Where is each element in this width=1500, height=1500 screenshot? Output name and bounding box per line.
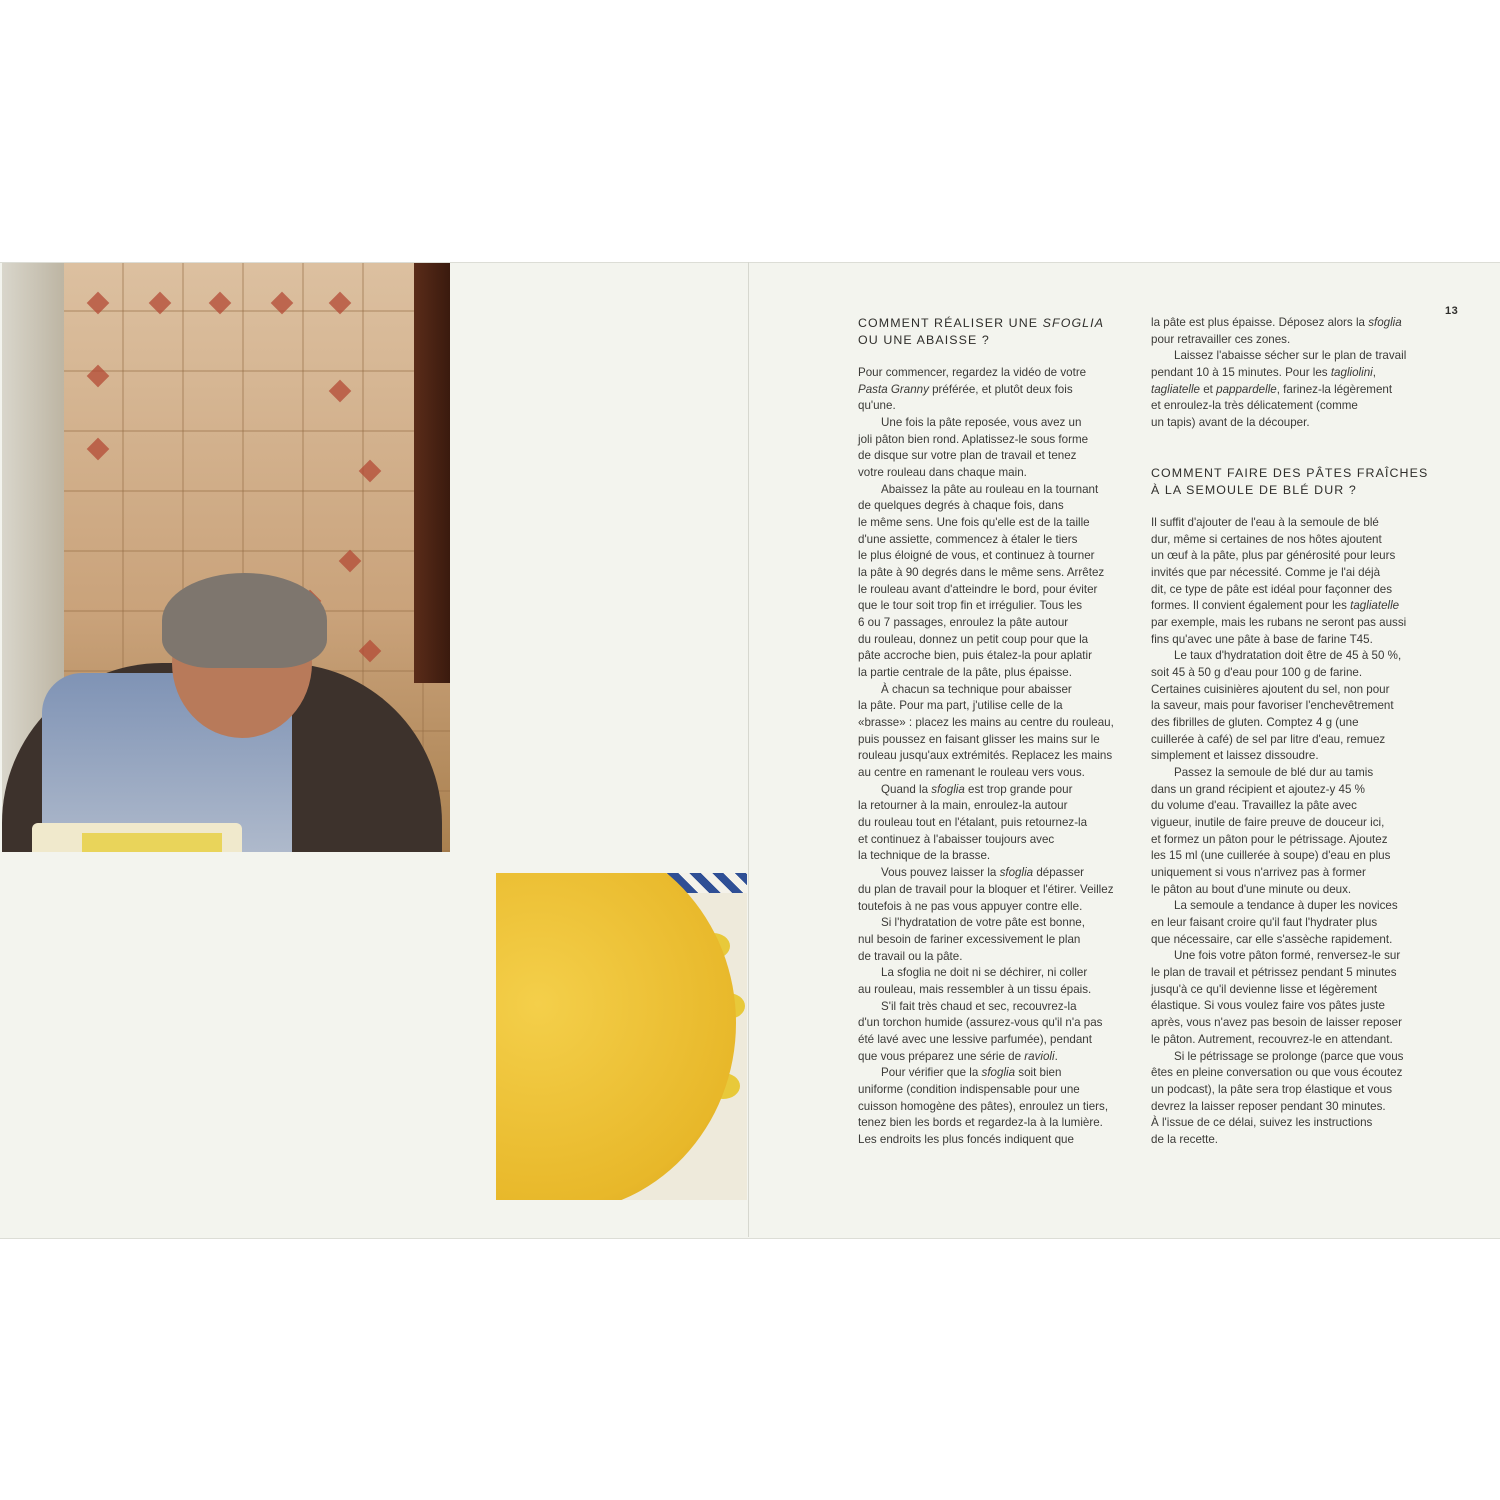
paragraph — [858, 999, 1133, 1066]
italic-text: SFOGLIA — [1042, 316, 1105, 330]
text-line: que le tour soit trop fin et irrégulier. Tous les — [858, 599, 1083, 613]
text-line: été lavé avec une lessive parfumée), pendant — [858, 1032, 1092, 1046]
text-line: Pour commencer, regardez la vidéo de votre — [858, 366, 1087, 379]
text-line: fins qu'avec une pâte à base de farine T45. — [1151, 632, 1373, 646]
text-segment: est trop grande pour — [964, 782, 1073, 796]
paragraph — [858, 415, 1133, 482]
text-line: le plus éloigné de vous, et continuez à tourner — [858, 549, 1095, 563]
text-line: Une fois votre pâton formé, renversez-le sur — [1174, 949, 1401, 963]
text-line: COMMENT FAIRE DES PÂTES FRAÎCHES — [1151, 466, 1429, 480]
paragraph — [858, 682, 1133, 782]
text-line: rouleau jusqu'aux extrémités. Replacez les mains — [858, 749, 1113, 763]
text-line: qu'une. — [858, 399, 896, 413]
paragraph — [858, 365, 1133, 415]
text-segment: préférée, et plutôt deux fois — [928, 382, 1073, 396]
paragraph — [1151, 648, 1426, 765]
paragraph — [1151, 315, 1426, 348]
text-line: élastique. Si vous voulez faire vos pâtes juste — [1151, 999, 1385, 1013]
text-line: puis poussez en faisant glisser les mains sur le — [858, 732, 1100, 746]
text-line: pâte accroche bien, puis étalez-la pour aplatir — [858, 649, 1092, 663]
text-line: Certaines cuisinières ajoutent du sel, non pour — [1151, 682, 1390, 696]
text-line: Si l'hydratation de votre pâte est bonne, — [881, 916, 1085, 930]
text-line: jusqu'à ce qu'il devienne lisse et légèrement — [1151, 982, 1378, 996]
photo-woman-rolling-pasta — [2, 263, 450, 852]
paragraph — [858, 965, 1133, 998]
text-line: d'un torchon humide (assurez-vous qu'il n'a pas — [858, 1016, 1103, 1030]
text-line: La semoule a tendance à duper les novices — [1174, 899, 1398, 913]
text-line: Une fois la pâte reposée, vous avez un — [881, 416, 1082, 430]
italic-text: sfoglia — [1368, 316, 1402, 329]
italic-text: sfoglia — [999, 866, 1034, 880]
text-line — [858, 1049, 1133, 1066]
text-line: en leur faisant croire qu'il faut l'hydrater plus — [1151, 916, 1378, 930]
text-segment: soit bien — [1015, 1066, 1062, 1080]
text-line — [1151, 382, 1426, 399]
text-segment: et — [1200, 382, 1217, 396]
paragraph — [858, 482, 1133, 682]
italic-text: tagliatelle — [1350, 599, 1400, 613]
text-line: la pâte à 90 degrés dans le même sens. Arrêtez — [858, 566, 1105, 580]
italic-text: ravioli — [1024, 1049, 1055, 1063]
text-line: Le taux d'hydratation doit être de 45 à 50 %, — [1174, 649, 1402, 663]
paragraph — [1151, 765, 1426, 898]
text-line — [1151, 315, 1426, 332]
photo-pasta-sheet-closeup — [496, 873, 747, 1200]
text-line: devrez la laisser reposer pendant 30 minutes. — [1151, 1099, 1386, 1113]
paragraph — [1151, 1049, 1426, 1149]
text-line: de quelques degrés à chaque fois, dans — [858, 499, 1064, 513]
left-text-column — [858, 365, 1133, 1149]
text-line — [858, 865, 1133, 882]
text-line: le pâton. Autrement, recouvrez-le en attendant. — [1151, 1032, 1393, 1046]
italic-text: Pasta Granny — [858, 382, 929, 396]
text-line: la saveur, mais pour favoriser l'enchevêtrement — [1151, 699, 1394, 713]
text-line: au centre en ramenant le rouleau vers vous. — [858, 766, 1085, 780]
text-segment: que vous préparez une série de — [858, 1049, 1025, 1063]
text-line: uniquement si vous n'arrivez pas à former — [1151, 866, 1366, 880]
right-text-continuation — [1151, 315, 1426, 432]
text-line: le pâton au bout d'une minute ou deux. — [1151, 882, 1352, 896]
text-line: les 15 ml (une cuillerée à soupe) d'eau en plus — [1151, 849, 1391, 863]
paragraph — [858, 782, 1133, 865]
text-line: À LA SEMOULE DE BLÉ DUR ? — [1151, 482, 1357, 497]
text-line: la pâte. Pour ma part, j'utilise celle de la — [858, 699, 1063, 713]
text-line: un podcast), la pâte sera trop élastique et vous — [1151, 1082, 1393, 1096]
text-line: nul besoin de fariner excessivement le plan — [858, 932, 1081, 946]
text-line: de la recette. — [1151, 1132, 1219, 1146]
text-line: Laissez l'abaisse sécher sur le plan de travail — [1174, 349, 1407, 363]
text-line: le rouleau avant d'atteindre le bord, pour éviter — [858, 582, 1098, 596]
text-line: invités que par nécessité. Comme je l'ai déjà — [1151, 566, 1381, 580]
text-line: de travail ou la pâte. — [858, 949, 963, 963]
text-line: cuisson homogène des pâtes), enroulez un tiers, — [858, 1099, 1109, 1113]
text-line: après, vous n'avez pas besoin de laisser reposer — [1151, 1016, 1402, 1030]
paragraph — [1151, 948, 1426, 1048]
text-line: et enroulez-la très délicatement (comme — [1151, 399, 1358, 413]
text-segment: Pour vérifier que la — [881, 1066, 982, 1080]
text-line: toutefois à ne pas vous appuyer contre elle. — [858, 899, 1083, 913]
text-segment: formes. Il convient également pour les — [1151, 599, 1351, 613]
paragraph — [1151, 898, 1426, 948]
text-line: Passez la semoule de blé dur au tamis — [1174, 766, 1374, 780]
section-heading-semoule — [1151, 465, 1428, 498]
text-line — [1151, 598, 1426, 615]
text-line: des fibrilles de gluten. Comptez 4 g (une — [1151, 716, 1359, 730]
text-line — [858, 1065, 1133, 1082]
text-segment: , farinez-la légèrement — [1276, 382, 1393, 396]
text-line — [858, 382, 1133, 399]
text-line: «brasse» : placez les mains au centre du rouleau, — [858, 716, 1114, 730]
text-line: joli pâton bien rond. Aplatissez-le sous forme — [858, 432, 1089, 446]
text-line: par exemple, mais les rubans ne seront pas aussi — [1151, 616, 1407, 630]
text-line: du plan de travail pour la bloquer et l'étirer. Veillez — [858, 882, 1114, 896]
text-line: au rouleau, mais ressembler à un tissu épais. — [858, 982, 1092, 996]
text-line: Si le pétrissage se prolonge (parce que vous — [1174, 1049, 1404, 1063]
text-line — [1151, 365, 1426, 382]
text-segment: Vous pouvez laisser la — [881, 866, 1000, 880]
paragraph — [858, 1065, 1133, 1148]
paragraph — [1151, 515, 1426, 648]
text-line: votre rouleau dans chaque main. — [858, 466, 1027, 480]
italic-text: pappardelle — [1216, 382, 1277, 396]
text-line: À chacun sa technique pour abaisser — [881, 682, 1072, 696]
paragraph — [1151, 348, 1426, 431]
text-line — [858, 315, 1104, 332]
text-segment: COMMENT RÉALISER UNE — [858, 316, 1043, 330]
text-line: que nécessaire, car elle s'assèche rapidement. — [1151, 932, 1393, 946]
text-line: La sfoglia ne doit ni se déchirer, ni coller — [881, 966, 1088, 980]
text-line: et continuez à l'abaisser toujours avec — [858, 832, 1055, 846]
text-line: un tapis) avant de la découper. — [1151, 416, 1310, 430]
text-segment: pendant 10 à 15 minutes. Pour les — [1151, 366, 1331, 380]
italic-text: tagliolini — [1330, 366, 1373, 380]
right-text-column — [1151, 515, 1426, 1149]
text-line — [858, 782, 1133, 799]
text-line: cuillerée à café) de sel par litre d'eau, remuez — [1151, 732, 1386, 746]
section-heading-sfoglia — [858, 315, 1104, 348]
paragraph — [858, 915, 1133, 965]
text-line: 6 ou 7 passages, enroulez la pâte autour — [858, 616, 1069, 630]
italic-text: sfoglia — [981, 1066, 1016, 1080]
text-segment: Quand la — [881, 782, 932, 796]
text-line: de disque sur votre plan de travail et tenez — [858, 449, 1077, 463]
text-line: du rouleau tout en l'étalant, puis retournez-la — [858, 816, 1088, 830]
text-line: Les endroits les plus foncés indiquent que — [858, 1132, 1074, 1146]
text-segment: , — [1372, 366, 1376, 380]
text-line: la partie centrale de la pâte, plus épaisse. — [858, 666, 1072, 680]
text-segment: la pâte est plus épaisse. Déposez alors la — [1151, 316, 1369, 329]
text-line: tenez bien les bords et regardez-la à la lumière. — [858, 1116, 1103, 1130]
italic-text: sfoglia — [931, 782, 965, 796]
text-line: dur, même si certaines de nos hôtes ajoutent — [1151, 532, 1382, 546]
text-line: un œuf à la pâte, plus par générosité pour leurs — [1151, 549, 1396, 563]
text-line: d'une assiette, commencez à étaler le tiers — [858, 532, 1078, 546]
text-line: la retourner à la main, enroulez-la autour — [858, 799, 1068, 813]
text-line: OU UNE ABAISSE ? — [858, 332, 990, 347]
text-line: Il suffit d'ajouter de l'eau à la semoule de blé — [1151, 516, 1379, 529]
text-line: soit 45 à 50 g d'eau pour 100 g de farine. — [1151, 666, 1363, 680]
text-line: vigueur, inutile de faire preuve de douceur ici, — [1151, 816, 1385, 830]
page-gutter — [748, 262, 749, 1237]
text-line: pour retravailler ces zones. — [1151, 332, 1291, 346]
text-line: le même sens. Une fois qu'elle est de la taille — [858, 516, 1090, 530]
text-line: du volume d'eau. Travaillez la pâte avec — [1151, 799, 1357, 813]
text-line: du rouleau, donnez un petit coup pour que la — [858, 632, 1089, 646]
text-line: dit, ce type de pâte est idéal pour façonner des — [1151, 582, 1393, 596]
text-line: êtes en pleine conversation ou que vous écoutez — [1151, 1066, 1403, 1080]
text-line: et formez un pâton pour le pétrissage. Ajoutez — [1151, 832, 1388, 846]
text-line: uniforme (condition indispensable pour une — [858, 1082, 1080, 1096]
text-line: Abaissez la pâte au rouleau en la tournant — [881, 482, 1099, 496]
text-segment: dépasser — [1033, 866, 1085, 880]
text-segment: . — [1054, 1049, 1058, 1063]
page-number: 13 — [1445, 305, 1459, 317]
text-line: simplement et laissez dissoudre. — [1151, 749, 1319, 763]
italic-text: tagliatelle — [1151, 382, 1200, 396]
text-line: dans un grand récipient et ajoutez-y 45 % — [1151, 782, 1365, 796]
text-line: le plan de travail et pétrissez pendant 5 minutes — [1151, 966, 1397, 980]
text-line: la technique de la brasse. — [858, 849, 991, 863]
text-line: S'il fait très chaud et sec, recouvrez-la — [881, 999, 1077, 1013]
text-line: À l'issue de ce délai, suivez les instructions — [1151, 1116, 1373, 1130]
paragraph — [858, 865, 1133, 915]
